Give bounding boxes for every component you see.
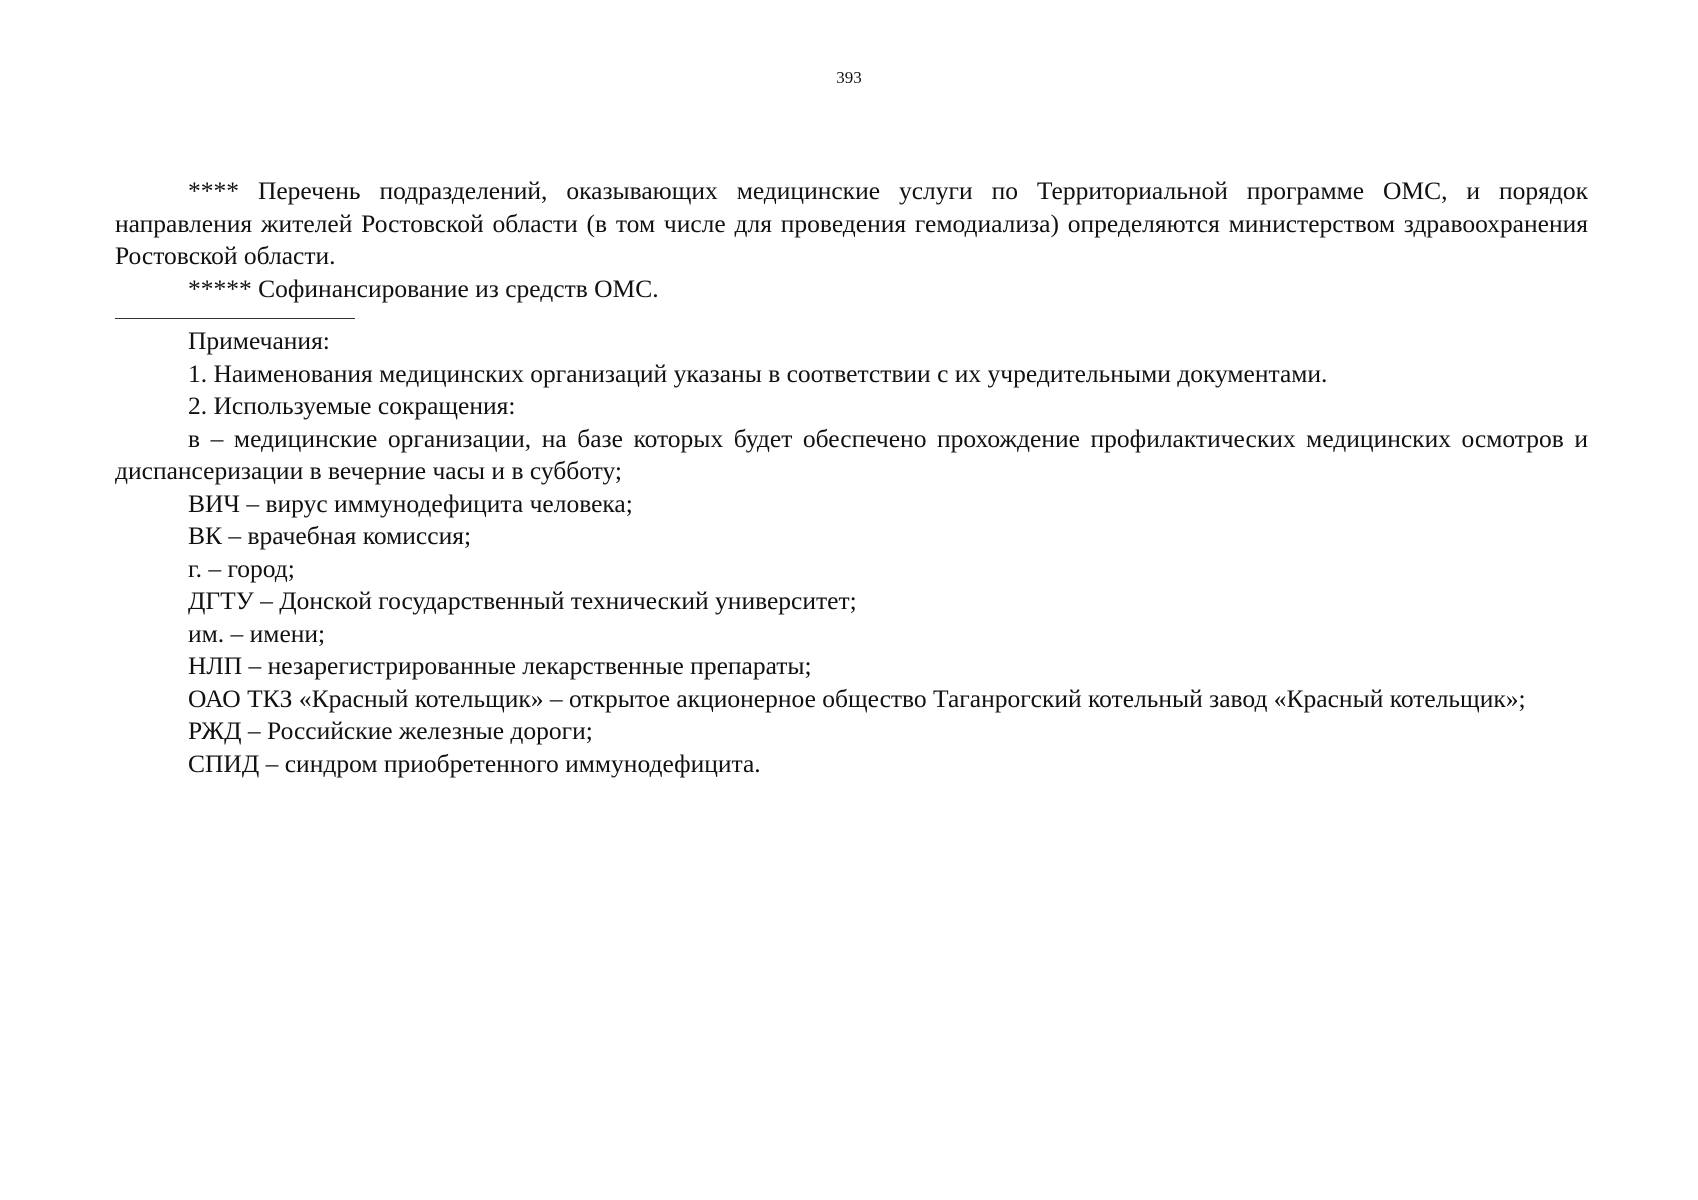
abbreviation-oao-tkz: ОАО ТКЗ «Красный котельщик» – открытое акционерное общество Таганрогский котельный завод «Красный котельщик»; — [188, 683, 1526, 713]
abbreviation-v: в – медицинские организации, на базе которых будет обеспечено прохождение профилактических медицинских осмотров и диспансеризации в вечерние часы и в субботу; — [115, 423, 1588, 485]
abbreviation-im: им. – имени; — [188, 618, 326, 648]
notes-heading: Примечания: — [188, 326, 330, 355]
footnote-omc-departments: **** Перечень подразделений, оказывающих медицинские услуги по Территориальной программе ОМС, и порядок направления жителей Ростовской области (в том числе для проведения гемодиализа) определяются министерством здравоохранения Ростовской области. — [115, 176, 1588, 270]
notes-divider — [115, 318, 355, 319]
abbreviation-dgtu: ДГТУ – Донской государственный технический университет; — [188, 586, 857, 615]
abbreviation-g: г. – город; — [188, 553, 295, 583]
note-item: 1. Наименования медицинских организаций указаны в соответствии с их учредительными документами. — [188, 358, 1328, 388]
note-item: 2. Используемые сокращения: — [188, 391, 516, 420]
abbreviation-vich: ВИЧ – вирус иммунодефицита человека; — [188, 488, 633, 518]
abbreviation-rzhd: РЖД – Российские железные дороги; — [188, 716, 593, 745]
footnote-cofinancing: ***** Софинансирование из средств ОМС. — [188, 273, 659, 303]
abbreviation-vk: ВК – врачебная комиссия; — [188, 521, 472, 550]
page-number: 393 — [836, 68, 862, 87]
abbreviation-nlp: НЛП – незарегистрированные лекарственные препараты; — [188, 651, 812, 680]
page-content — [115, 175, 1588, 780]
abbreviation-spid: СПИД – синдром приобретенного иммунодефицита. — [188, 748, 761, 778]
